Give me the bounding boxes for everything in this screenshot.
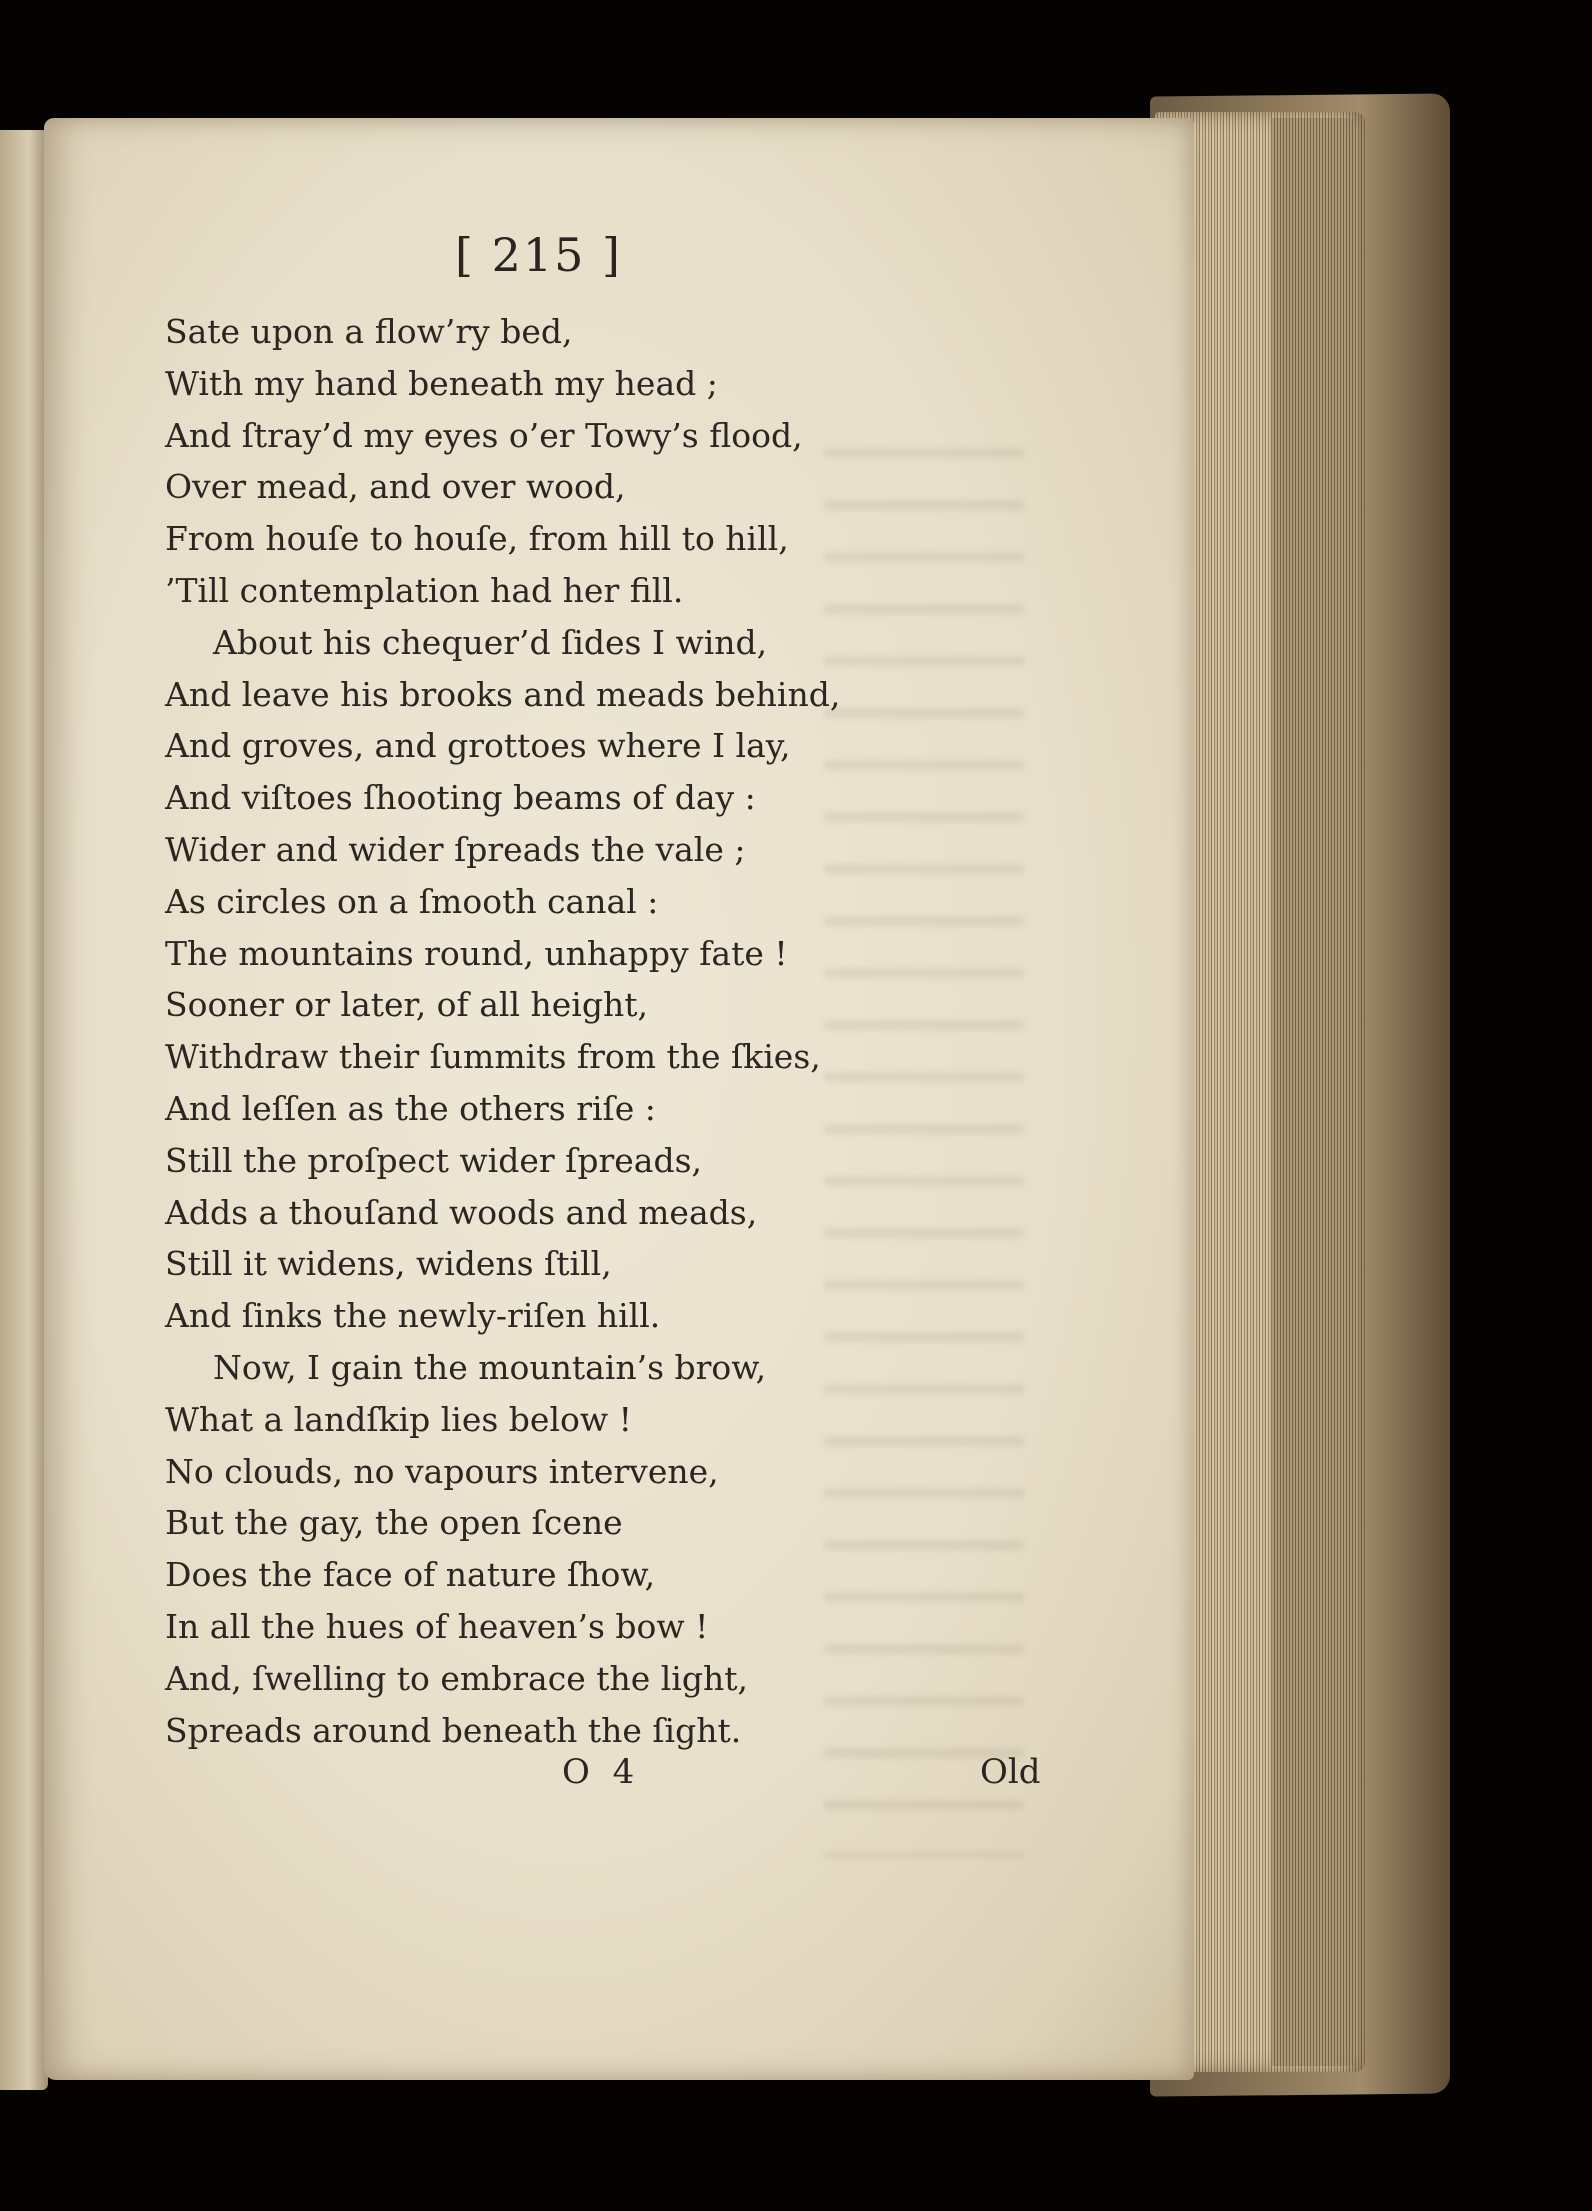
verse-line: Adds a thouſand woods and meads, (165, 1192, 758, 1232)
verse-line: And leave his brooks and meads behind, (165, 674, 841, 714)
verse-line: And viſtoes ſhooting beams of day : (165, 778, 756, 818)
page-number: [ 215 ] (455, 228, 622, 282)
page-block-shadow (1272, 118, 1354, 2066)
verse-line: And ſtray’d my eyes o’er Towy’s flood, (165, 415, 803, 455)
poem-text (165, 306, 925, 1756)
verse-line: As circles on a ſmooth canal : (165, 881, 659, 921)
verse-line: Now, I gain the mountain’s brow, (213, 1347, 767, 1387)
verse-line: And ſinks the newly-riſen hill. (165, 1296, 661, 1336)
facing-page-edge (0, 130, 48, 2090)
verse-line: Sate upon a flow’ry bed, (165, 312, 573, 351)
verse-line: Still it widens, widens ſtill, (165, 1244, 612, 1284)
verse-line: What a landſkip lies below ! (165, 1399, 632, 1439)
verse-line: But the gay, the open ſcene (165, 1503, 623, 1543)
verse-line: And leſſen as the others riſe : (165, 1088, 656, 1128)
verse-line: And, ſwelling to embrace the light, (165, 1658, 748, 1698)
verse-line: Still the proſpect wider ſpreads, (165, 1140, 703, 1180)
catchword: Old (980, 1752, 1041, 1792)
verse-line: In all the hues of heaven’s bow ! (165, 1606, 709, 1646)
verse-line: No clouds, no vapours intervene, (165, 1451, 719, 1491)
verse-line: With my hand beneath my head ; (165, 363, 718, 403)
verse-line: Spreads around beneath the ſight. (165, 1710, 742, 1750)
verse-line: And groves, and grottoes where I lay, (165, 726, 791, 766)
verse-line: Wider and wider ſpreads the vale ; (165, 829, 746, 869)
signature-mark: O 4 (562, 1752, 641, 1792)
verse-line: ’Till contemplation had her fill. (165, 570, 684, 610)
verse-line: From houſe to houſe, from hill to hill, (165, 519, 789, 559)
verse-line: The mountains round, unhappy fate ! (165, 933, 788, 973)
verse-line: Withdraw their ſummits from the ſkies, (165, 1037, 821, 1077)
verse-line: Sooner or later, of all height, (165, 985, 648, 1025)
verse-line: Over mead, and over wood, (165, 467, 626, 507)
verse-line: About his chequer’d ſides I wind, (213, 622, 768, 662)
verse-line: Does the face of nature ſhow, (165, 1555, 656, 1595)
